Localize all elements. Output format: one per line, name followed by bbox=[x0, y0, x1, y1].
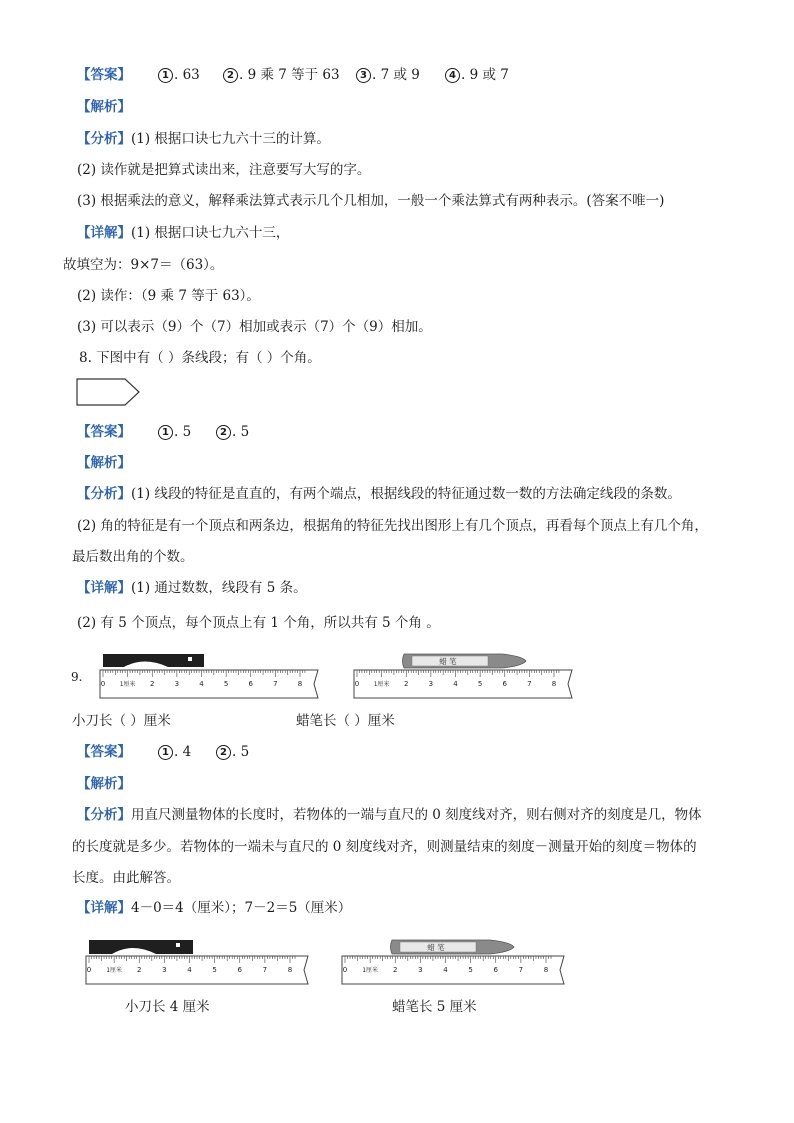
q9-answer-1 bbox=[158, 743, 191, 761]
q9-answer-2 bbox=[216, 743, 249, 761]
answer-text: . 9 或 7 bbox=[461, 67, 509, 83]
q9-fenxi-2: 的长度就是多少。若物体的一端未与直尺的 0 刻度线对齐，则测量结束的刻度－测量开始的刻度＝物体的 bbox=[72, 839, 697, 855]
crayon-icon bbox=[403, 654, 527, 668]
ruler-tick-label: 3 bbox=[418, 966, 423, 974]
fenxi-tag: 【分析】 bbox=[77, 131, 131, 147]
answer-text: . 5 bbox=[232, 744, 250, 760]
circled-number: 1 bbox=[158, 425, 173, 440]
analysis-tag: 【解析】 bbox=[77, 776, 131, 792]
ruler-crayon-figure bbox=[352, 652, 578, 704]
ruler-tick-label: 7 bbox=[527, 680, 532, 688]
answer-text: . 4 bbox=[174, 744, 192, 760]
ruler-tick-label: 6 bbox=[493, 966, 498, 974]
q7-xiangjie-3: (2) 读作：（9 乘 7 等于 63）。 bbox=[77, 288, 260, 304]
ruler-tick-label: 1厘米 bbox=[106, 967, 123, 974]
ruler-tick-label: 6 bbox=[237, 966, 242, 974]
xiangjie-tag: 【详解】 bbox=[77, 225, 131, 241]
fenxi-text: (1) 根据口诀七九六十三的计算。 bbox=[131, 131, 330, 147]
q7-fenxi-3: (3) 根据乘法的意义，解释乘法算式表示几个几相加，一般一个乘法算式有两种表示。(答案不唯一) bbox=[77, 193, 665, 209]
ruler-tick-label: 0 bbox=[354, 680, 360, 688]
ruler bbox=[100, 670, 318, 698]
ruler-tick-label: 7 bbox=[518, 966, 524, 974]
knife-icon bbox=[89, 940, 193, 954]
ruler-tick-label: 6 bbox=[248, 680, 253, 688]
answer-tag: 【答案】 bbox=[77, 67, 131, 83]
q7-xiangjie-1 bbox=[77, 224, 289, 242]
caption-crayon: 蜡笔长 5 厘米 bbox=[392, 999, 477, 1015]
blank-knife: 小刀长（ ）厘米 bbox=[72, 713, 171, 729]
answer-text: . 5 bbox=[232, 424, 250, 440]
q7-fenxi-2: (2) 读作就是把算式读出来，注意要写大写的字。 bbox=[77, 162, 371, 178]
ruler-tick-label: 0 bbox=[342, 966, 348, 974]
ruler-tick-label: 3 bbox=[428, 680, 434, 688]
ruler-tick-label: 5 bbox=[223, 680, 229, 688]
q8-fenxi-3: 最后数出角的个数。 bbox=[72, 549, 194, 565]
q9-number: 9. bbox=[71, 670, 83, 684]
fenxi-tag: 【分析】 bbox=[77, 807, 131, 823]
crayon-label: 蜡 笔 bbox=[427, 943, 445, 952]
ruler-tick-label: 1厘米 bbox=[362, 967, 379, 974]
ruler-tick-label: 3 bbox=[162, 966, 167, 974]
ruler-tick-label: 4 bbox=[453, 680, 458, 688]
q8-answer-1 bbox=[158, 423, 191, 441]
answer-text: . 63 bbox=[174, 67, 200, 83]
ruler-tick-label: 3 bbox=[174, 680, 180, 688]
analysis-tag: 【解析】 bbox=[77, 99, 131, 115]
answer-text: . 9 乘 7 等于 63 bbox=[239, 67, 340, 83]
q8-question: 8. 下图中有（ ）条线段；有（ ）个角。 bbox=[79, 350, 321, 366]
q9-fenxi-3: 长度。由此解答。 bbox=[72, 870, 180, 886]
q7-xiangjie-2: 故填空为：9×7＝（63）。 bbox=[63, 257, 224, 273]
q9-answer-row bbox=[77, 743, 131, 761]
circled-number: 2 bbox=[216, 425, 231, 440]
q8-fenxi-2: (2) 角的特征是有一个顶点和两条边，根据角的特征先找出图形上有几个顶点，再看每个顶点上有几个角， bbox=[77, 518, 708, 534]
xiangjie-tag: 【详解】 bbox=[77, 900, 131, 916]
ruler-tick-label: 7 bbox=[273, 680, 278, 688]
fenxi-text: 用直尺测量物体的长度时，若物体的一端与直尺的 0 刻度线对齐，则右侧对齐的刻度是几，物体 bbox=[131, 807, 702, 823]
q7-answer-row bbox=[77, 66, 131, 84]
ruler-knife-figure bbox=[98, 652, 324, 704]
ruler-tick-label: 5 bbox=[212, 966, 217, 974]
ruler-tick-label: 2 bbox=[137, 966, 142, 974]
answer-text: . 5 bbox=[174, 424, 192, 440]
ruler-tick-label: 5 bbox=[468, 966, 473, 974]
ruler-tick-label: 8 bbox=[297, 680, 303, 688]
ruler-crayon-figure-2 bbox=[340, 938, 570, 990]
xiangjie-text: 4－0＝4（厘米）；7－2＝5（厘米） bbox=[131, 900, 352, 916]
ruler bbox=[342, 956, 564, 984]
ruler-tick-label: 5 bbox=[477, 680, 483, 688]
ruler-tick-label: 8 bbox=[287, 966, 293, 974]
caption-knife: 小刀长 4 厘米 bbox=[125, 999, 210, 1015]
ruler-tick-label: 2 bbox=[404, 680, 409, 688]
q7-answer-3 bbox=[356, 66, 420, 84]
answer-tag: 【答案】 bbox=[77, 424, 131, 440]
blank-crayon: 蜡笔长（ ）厘米 bbox=[296, 713, 395, 729]
q9-xiangjie bbox=[77, 899, 351, 917]
xiangjie-text: (1) 通过数数，线段有 5 条。 bbox=[131, 580, 307, 596]
crayon-label: 蜡 笔 bbox=[439, 657, 457, 666]
analysis-tag: 【解析】 bbox=[77, 455, 131, 471]
ruler-tick-label: 0 bbox=[100, 680, 106, 688]
q8-xiangjie-2: (2) 有 5 个顶点，每个顶点上有 1 个角，所以共有 5 个角 。 bbox=[77, 615, 440, 631]
q7-analysis-tag bbox=[77, 98, 131, 116]
knife-icon bbox=[103, 654, 204, 667]
q8-analysis-tag bbox=[77, 454, 131, 472]
q7-fenxi-1 bbox=[77, 130, 330, 148]
ruler-tick-label: 0 bbox=[86, 966, 92, 974]
q8-answer-row bbox=[77, 423, 131, 441]
ruler-tick-label: 2 bbox=[393, 966, 398, 974]
ruler-tick-label: 4 bbox=[443, 966, 448, 974]
fenxi-text: (1) 线段的特征是直直的，有两个端点，根据线段的特征通过数一数的方法确定线段的条数。 bbox=[131, 486, 681, 502]
answer-tag: 【答案】 bbox=[77, 744, 131, 760]
q9-analysis-tag bbox=[77, 775, 131, 793]
circled-number: 3 bbox=[356, 68, 371, 83]
q7-xiangjie-4: (3) 可以表示（9）个（7）相加或表示（7）个（9）相加。 bbox=[77, 319, 432, 335]
answer-text: . 7 或 9 bbox=[372, 67, 420, 83]
q7-answer-1 bbox=[158, 66, 200, 84]
circled-number: 4 bbox=[445, 68, 460, 83]
ruler bbox=[86, 956, 308, 984]
ruler-tick-label: 8 bbox=[543, 966, 549, 974]
q8-xiangjie-1 bbox=[77, 579, 307, 597]
ruler-tick-label: 8 bbox=[551, 680, 557, 688]
q8-answer-2 bbox=[216, 423, 249, 441]
xiangjie-tag: 【详解】 bbox=[77, 580, 131, 596]
ruler-tick-label: 4 bbox=[199, 680, 204, 688]
q7-answer-2 bbox=[223, 66, 340, 84]
q8-fenxi-1 bbox=[77, 485, 681, 503]
circled-number: 2 bbox=[216, 745, 231, 760]
pentagon-figure bbox=[76, 378, 142, 408]
crayon-icon bbox=[391, 940, 515, 954]
ruler-tick-label: 2 bbox=[150, 680, 155, 688]
ruler-knife-figure-2 bbox=[84, 938, 314, 990]
ruler-tick-label: 4 bbox=[187, 966, 192, 974]
ruler-tick-label: 7 bbox=[262, 966, 268, 974]
fenxi-tag: 【分析】 bbox=[77, 486, 131, 502]
q7-answer-4 bbox=[445, 66, 509, 84]
circled-number: 1 bbox=[158, 68, 173, 83]
ruler-tick-label: 6 bbox=[502, 680, 507, 688]
q9-fenxi-1 bbox=[77, 806, 702, 824]
ruler-tick-label: 1厘米 bbox=[373, 681, 390, 688]
ruler-tick-label: 1厘米 bbox=[119, 681, 136, 688]
ruler bbox=[354, 670, 572, 698]
circled-number: 1 bbox=[158, 745, 173, 760]
circled-number: 2 bbox=[223, 68, 238, 83]
xiangjie-text: (1) 根据口诀七九六十三， bbox=[131, 225, 290, 241]
